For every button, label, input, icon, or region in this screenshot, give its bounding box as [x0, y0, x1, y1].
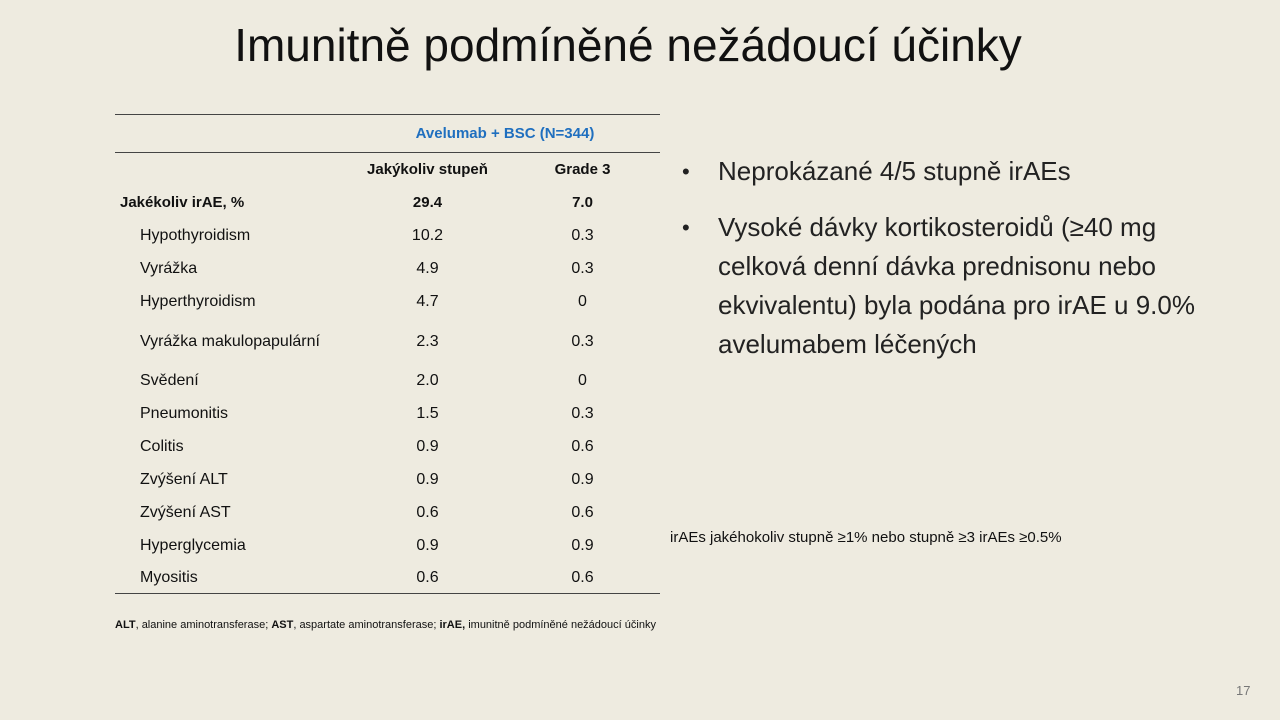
row-any-grade: 29.4 — [412, 194, 443, 211]
table-row — [115, 529, 660, 562]
row-label: Vyrážka makulopapulární — [140, 332, 320, 350]
row-label: Zvýšení ALT — [140, 470, 228, 488]
row-label: Hyperglycemia — [140, 536, 246, 554]
row-any-grade: 0.9 — [416, 536, 439, 554]
row-grade3: 0.6 — [571, 568, 594, 586]
row-label: Hyperthyroidism — [140, 292, 256, 310]
footnote-irae-abbr: irAE, — [439, 619, 466, 631]
row-label: Pneumonitis — [140, 404, 229, 422]
table-row — [115, 397, 660, 430]
row-any-grade: 0.9 — [416, 437, 439, 455]
abbreviations-footnote — [115, 618, 685, 633]
table-row — [115, 285, 660, 318]
row-grade3: 0.9 — [571, 536, 594, 554]
row-grade3: 0.3 — [571, 226, 594, 244]
table-row — [115, 252, 660, 285]
footnote-irae-text: imunitně podmíněné nežádoucí účinky — [465, 619, 656, 631]
bullet-icon: • — [682, 215, 690, 240]
row-grade3: 0.9 — [571, 470, 594, 488]
slide-title: Imunitně podmíněné nežádoucí účinky — [234, 19, 1022, 71]
bullet-icon: • — [682, 159, 690, 184]
row-grade3: 0.3 — [571, 332, 594, 350]
row-grade3: 0.3 — [571, 259, 594, 277]
table-row — [115, 430, 660, 463]
table-row — [115, 562, 660, 593]
row-grade3: 0 — [578, 371, 587, 389]
footnote-alt-abbr: ALT — [115, 619, 136, 631]
table-row — [115, 463, 660, 496]
row-grade3: 0.6 — [571, 503, 594, 521]
table-row — [115, 318, 660, 364]
row-any-grade: 0.6 — [416, 568, 439, 586]
row-any-grade: 4.9 — [416, 259, 439, 277]
group-header-label: Avelumab + BSC (N=344) — [415, 124, 595, 142]
table-row — [115, 364, 660, 397]
bullet-text: Neprokázané 4/5 stupně irAEs — [718, 156, 1071, 186]
row-label: Svědení — [140, 371, 199, 389]
bullet-item — [680, 152, 1240, 191]
row-grade3: 0.6 — [571, 437, 594, 455]
table-row-total — [115, 186, 660, 219]
row-label: Jakékoliv irAE, % — [120, 194, 245, 211]
row-grade3: 0 — [578, 292, 587, 310]
column-header-grade3: Grade 3 — [554, 161, 611, 178]
bullet-list — [680, 152, 1240, 381]
row-grade3: 7.0 — [572, 194, 593, 211]
footnote-ast-abbr: AST — [271, 619, 294, 631]
row-any-grade: 10.2 — [411, 226, 444, 244]
row-any-grade: 0.6 — [416, 503, 439, 521]
column-header-any-grade: Jakýkoliv stupeň — [367, 161, 488, 178]
threshold-note: irAEs jakéhokoliv stupně ≥1% nebo stupně ≥3 irAEs ≥0.5% — [670, 529, 1062, 546]
row-label: Colitis — [140, 437, 184, 455]
row-any-grade: 2.3 — [416, 332, 439, 350]
row-label: Hypothyroidism — [140, 226, 251, 244]
row-any-grade: 1.5 — [416, 404, 439, 422]
page-number: 17 — [1236, 683, 1251, 698]
table-group-header — [115, 114, 660, 152]
table-row — [115, 219, 660, 252]
table-bottom-rule — [115, 593, 660, 594]
bullet-text: Vysoké dávky kortikosteroidů (≥40 mg celková denní dávka prednisonu nebo ekvivalentu) byla podána pro irAE u 9.0% avelumabem léčených — [718, 212, 1195, 359]
row-grade3: 0.3 — [571, 404, 594, 422]
footnote-alt-text: , alanine aminotransferase; — [135, 619, 272, 631]
bullet-item — [680, 208, 1240, 364]
row-label: Myositis — [140, 568, 198, 586]
table-row — [115, 496, 660, 529]
table-column-headers — [115, 153, 660, 186]
row-any-grade: 4.7 — [416, 292, 439, 310]
footnote-ast-text: , aspartate aminotransferase; — [293, 619, 440, 631]
row-label: Zvýšení AST — [140, 503, 231, 521]
row-label: Vyrážka — [140, 259, 198, 277]
row-any-grade: 2.0 — [416, 371, 439, 389]
row-any-grade: 0.9 — [416, 470, 439, 488]
